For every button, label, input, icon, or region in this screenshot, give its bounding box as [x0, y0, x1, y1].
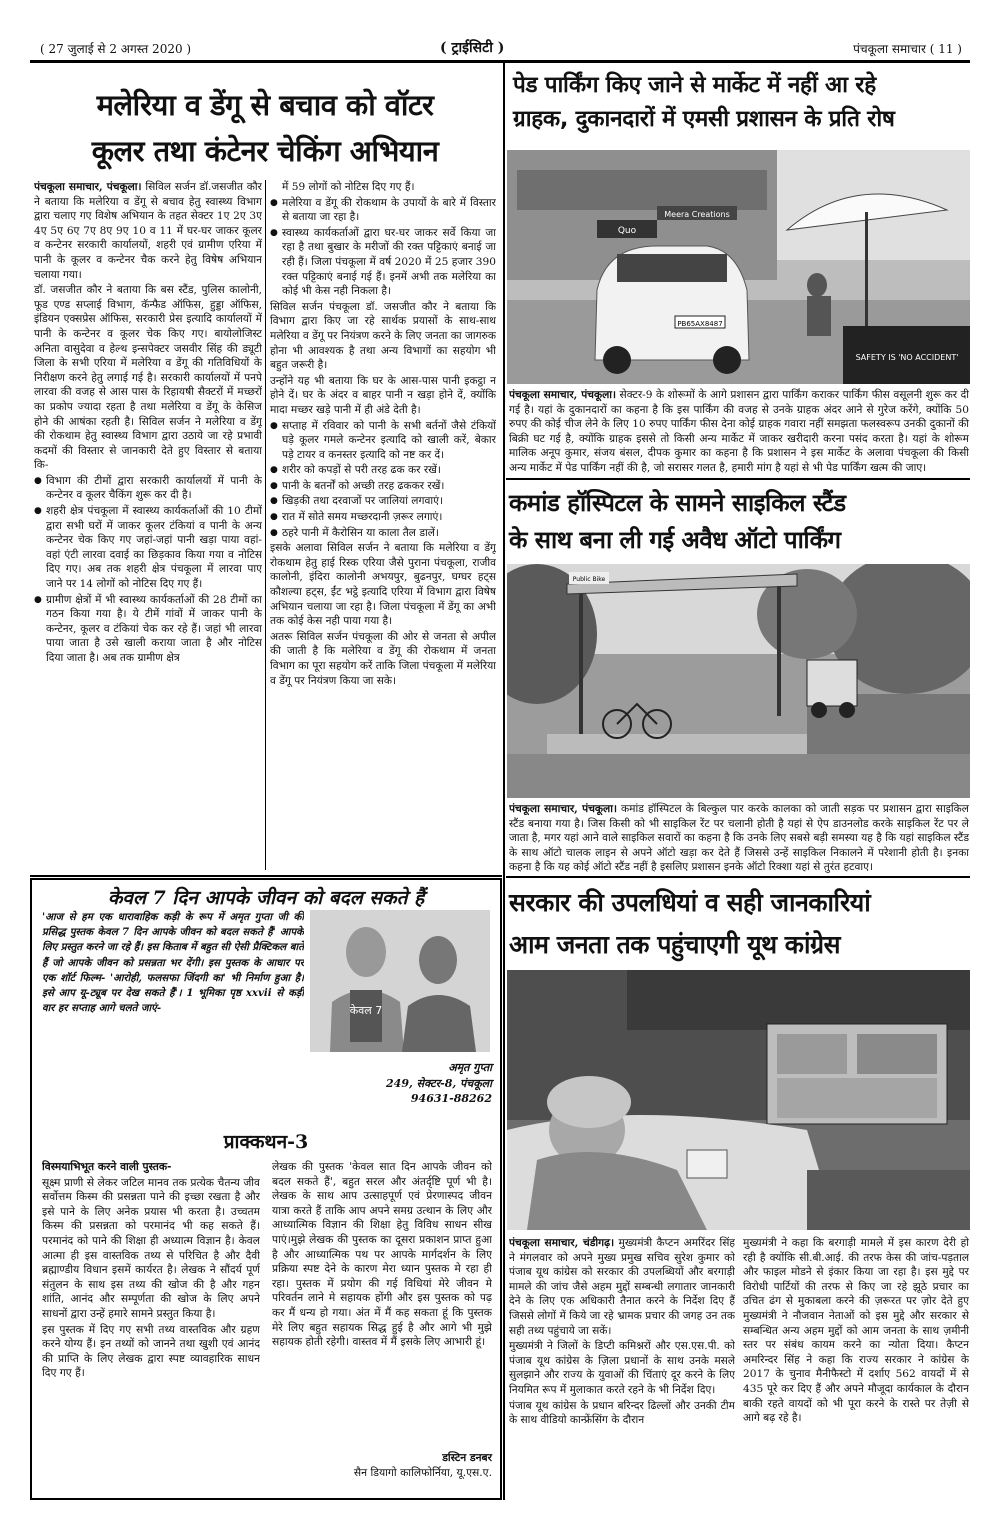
congress-col-1	[509, 1236, 735, 1498]
parking-photo	[507, 150, 970, 384]
congress-para-3: पंजाब यूथ कांग्रेस के प्रधान बरिन्दर ढिल्लों और उनकी टीम के साथ वीडियो कान्फ्रेंसिंग के दौरान	[509, 1399, 735, 1427]
cycle-caption-text: कमांड हॉस्पिटल के बिल्कुल पार करके कालका को जाती सड़क पर प्रशासन द्वारा साइकिल स्टैंड बनाया गया है। जिस किसी को भी साइकिल रेंट पर चलानी होती है यहां से ऐप डाउनलोड करके साइकिल रेंट पर ले जाता है, मगर यहां आने वाले साइकिल सवारों का कहना है कि उनके लिए सबसे बड़ी समस्या यह है कि यहां साइकिल स्टैंड के साथ ऑटो चालक लाइन से अपने ऑटो खड़ा कर देते हैं जिससे उन्हें साइकिल निकालने में परेशानी होती है। इनका कहना है कि यह कोई ऑटो स्टैंड नहीं है इसलिए प्रशासन इनके ऑटो रिक्शा यहां से तुरंत हटवाए।	[509, 803, 969, 874]
book-cover-text: केवल 7	[349, 1004, 383, 1017]
book-intro: 'आज से हम एक धारावाहिक कड़ी के रूप में अमृत गुप्ता जी की प्रसिद्ध पुस्तक केवल 7 दिन आपके जीवन को बदल सकते हैं' आपके लिए प्रस्तुत करने जा रहे हैं। इस किताब में बहुत सी ऐसी प्रैक्टिकल बातें हैं जो आपके जीवन को प्रसन्नता भर देंगी। इस पुस्तक के आधार पर एक शॉर्ट फिल्म- 'आरोही, फलसफा जिंदगी का' भी निर्माण हुआ है। इसे आप यू-ट्यूब पर देख सकते हैं'। 1 भूमिका पृष्ठ xxvii से कड़ी वार हर सप्ताह आगे चलते जाएं-	[42, 911, 304, 1015]
list-item: ● खिड़की तथा दरवाजों पर जालियां लगवाएं।	[270, 494, 496, 509]
paper-name: ( ट्राईसिटी )	[440, 40, 505, 56]
malaria-col2-para-3: उन्होंने यह भी बताया कि घर के आस-पास पानी इकट्ठा न होने दें। घर के अंदर व बाहर पानी न खड़ा होने दें, क्योंकि मादा मच्छर खड़े पानी में ही अंडे देती है।	[270, 374, 496, 416]
signature-name: डस्टिन डनबर	[442, 1451, 492, 1464]
list-item: ● पानी के बतर्नों को अच्छी तरह ढककर रखें।	[270, 479, 496, 494]
issue-date: ( 27 जुलाई से 2 अगस्त 2020 )	[40, 42, 192, 56]
malaria-col2-para-4: इसके अलावा सिविल सर्जन ने बताया कि मलेरिया व डेंगू रोकथाम हेतु हाई रिस्क एरिया जैसे पुराना पंचकूला, राजीव कालोनी, इंदिरा कालोनी अभयपुर, बुढनपुर, घग्घर हट्स कौशल्या हट्स, ईंट भट्ठे इत्यादि एरिया में विभाग द्वारा विषेष अभियान चलाया जा रहा है। जिला पंचकूला में डेंगू का अभी तक कोई केस नही पाया गया है।	[270, 542, 496, 628]
parking-caption-text: सेक्टर-9 के शोरूमों के आगे प्रशासन द्वारा पार्किंग कराकर पार्किंग फीस वसूलनी शुरू कर दी गई है। यहां के दुकानदारों का कहना है कि इस पार्किंग की वजह से उनके ग्राहक अंदर आने से गुरेज करेंगे, क्योंकि 50 रुपए की कोई चीज लेने के लिए 10 रुपए पार्किंग फीस देना कोई ग्राहक गवारा नहीं समझता फलस्वरूप उनकी दुकानों की बिक्री घट गई है, क्योंकि ग्राहक इससे तो किसी अन्य मार्केट में जाकर खरीदारी करना पसंद करता है। यहां के शोरूम मालिक अनूप कुमार, संजय बंसल, दीपक कुमार का कहना है कि प्रशासन ने इस मार्केट के अलावा पंचकूला की किसी अन्य मार्केट में पेड पार्किंग नहीं की है, जो सरासर गलत है, हमारी मांग है यहां से भी पेड पार्किंग खत्म की जाए।	[509, 389, 969, 474]
signature-block	[272, 1450, 492, 1480]
congress-photo	[507, 970, 970, 1230]
cycle-dateline: पंचकूला समाचार, पंचकूला।	[509, 803, 617, 815]
photo-sign-public-bike: Public Bike	[572, 576, 606, 583]
congress-para-1	[509, 1236, 735, 1338]
parking-headline-line-2: ग्राहक, दुकानदारों में एमसी प्रशासन के प्रति रोष	[513, 106, 895, 132]
page-number: पंचकूला समाचार ( 11 )	[853, 42, 962, 56]
list-item: ● मलेरिया व डेंगू की रोकथाम के उपायों के बारे में विस्तार से बताया जा रहा है।	[270, 196, 496, 225]
congress-dateline: पंचकूला समाचार, चंडीगढ़।	[509, 1237, 615, 1249]
malaria-headline-line-1: मलेरिया व डेंगू से बचाव को वॉटर	[96, 88, 434, 122]
photo-sign-quo: Quo	[617, 226, 637, 236]
malaria-bullets-3	[270, 419, 496, 541]
malaria-intro: सिविल सर्जन डॉ.जसजीत कौर ने बताया कि मलेरिया व डेंगू से बचाव हेतु स्वास्थ्य विभाग द्वारा चलाए गए विशेष अभियान के तहत सेक्टर 1ए 2ए 3ए 4ए 5ए 6ए 7ए 8ए 9ए 10 व 11 में घर-घर जाकर कूलर व कन्टेनर सरकारी कार्यालयों, शहरी एवं ग्रामीण एरिया में पानी के कूलर व कन्टेनर चैक करने हेतु विषेष अभियान चलाया गया।	[34, 181, 262, 281]
parking-headline	[507, 68, 970, 136]
malaria-bullets-1	[34, 474, 262, 666]
list-item: ● ठहरे पानी में कैरोसिन या काला तैल डालें।	[270, 526, 496, 541]
list-item: ● शरीर को कपड़ों से परी तरह ढक कर रखें।	[270, 463, 496, 478]
list-item: ● रात में सोते समय मच्छरदानी ज़रूर लगाएं।	[270, 510, 496, 525]
cycle-photo	[507, 564, 970, 798]
book-serial	[32, 880, 500, 1498]
author-name: अमृत गुप्ता	[448, 1061, 492, 1074]
parking-bottom-rule	[506, 478, 970, 480]
cycle-headline-line-2: के साथ बना ली गई अवैध ऑटो पार्किंग	[509, 525, 841, 554]
malaria-col-divider	[265, 180, 266, 870]
malaria-col2-para-5: अतरू सिविल सर्जन पंचकूला की ओर से जनता से अपील की जाती है कि मलेरिया व डेंगू की रोकथाम में जनता विभाग का पूरा सहयोग करें ताकि जिला पंचकूला में मलेरिया व डेंगू पर नियंत्रण किया जा सके।	[270, 630, 496, 687]
photo-sign-meera: Meera Creations	[664, 210, 730, 219]
malaria-para-1	[34, 180, 262, 282]
malaria-headline	[30, 68, 500, 174]
book-section-title: प्राक्कथन-3	[223, 1131, 309, 1153]
malaria-article	[30, 68, 500, 878]
cycle-headline	[507, 482, 970, 558]
author-block	[282, 1060, 492, 1107]
parking-caption	[509, 388, 969, 476]
photo-plate: PB65AX8487	[677, 320, 723, 328]
parking-article	[507, 68, 970, 476]
malaria-col2-para-2: सिविल सर्जन पंचकूला डॉ. जसजीत कौर ने बताया कि विभाग द्वारा किए जा रहे सार्थक प्रयासों के साथ-साथ मलेरिया व डेंगू पर नियंत्रण करने के लिए जनता का जागरुक होना भी आवश्यक है तथा अन्य विभागों का सहयोग भी बहुत जरूरी है।	[270, 300, 496, 372]
book-col-2	[272, 1160, 492, 1460]
congress-headline-line-1: सरकार की उपलधियां व सही जानकारियां	[509, 888, 871, 917]
congress-headline-line-2: आम जनता तक पहुंचाएगी यूथ कांग्रेस	[509, 930, 840, 959]
newspaper-page	[30, 30, 970, 1500]
author-phone: 94631-88262	[410, 1092, 492, 1105]
list-item: ● स्वास्थ्य कार्यकर्ताओं द्वारा घर-घर जाकर सर्वे किया जा रहा है तथा बुखार के मरीजों की रक्त पट्टिकाएं बनाई जा रही हैं। जिला पंचकूला में वर्ष 2020 में 25 हजार 390 रक्त पट्टिकाएं बनाई गई हैं। इनमें अभी तक मलेरिया का कोई भी केस नही निकला है।	[270, 226, 496, 299]
malaria-headline-line-2: कूलर तथा कंटेनर चेकिंग अभियान	[91, 134, 439, 168]
book-col2-para: लेखक की पुस्तक 'केवल सात दिन आपके जीवन को बदल सकते हैं', बहुत सरल और अंतर्दृष्टि पूर्ण भी है। लेखक के साथ आप उत्साहपूर्ण एवं प्रेरणास्पद जीवन यात्रा करते हैं ताकि आप अपने समग्र उत्थान के लिए और आध्यात्मिक विज्ञान की शिक्षा हेतु विविध साधन सीख पाएं।मुझे लेखक की पुस्तक का दूसरा प्रकाशन प्राप्त हुआ है और आध्यात्मिक पथ पर आपके मार्गदर्शन के लिए प्रक्रिया स्पष्ट देने के कारण मेरा ध्यान पुस्तक मे रहा ही रहा। पुस्तक में प्रयोग की गई विधियां मेरे जीवन मे परिवर्तन लाने मे सहायक होंगी और इस पुस्तक को पढ़ कर मैं धन्य हो गया। अंत में मैं कह सकता हूं कि पुस्तक मेरे लिए बहुत सहायक सिद्ध हुई है और आगे भी मुझे सहायक होती रहेगी। वास्तव में मैं इसके लिए आभारी हूं।	[272, 1160, 492, 1349]
cycle-article	[507, 482, 970, 878]
page-header	[30, 38, 970, 60]
photo-safety-sign: SAFETY IS 'NO ACCIDENT'	[855, 353, 959, 362]
congress-col2-para: मुख्यमंत्री ने कहा कि बरगाड़ी मामले में इस कारण देरी हो रही है क्योंकि सी.बी.आई. की तरफ केस की जांच-पड़ताल और फाइल मोडने से इंकार किया जा रहा है। इस मुद्दे पर विरोधी पार्टियों की तरफ से किए जा रहे झूठे प्रचार का उचित ढंग से मुकाबला करने की ज़रूरत पर ज़ोर देते हुए मुख्यमंत्री ने नौजवान नेताओं को इस मुद्दे और सरकार से सम्बन्धित अन्य अहम मुद्दों को आम जनता के साथ ज़मीनी स्तर पर संबंध कायम करने का न्योता दिया। कैप्टन अमरिन्दर सिंह ने कहा कि राज्य सरकार ने कांग्रेस के 2017 के चुनाव मैनीफैस्टो में दर्शाए 562 वायदों में से 435 पूरे कर दिए हैं और अपने मौजूदा कार्यकाल के दौरान बाकी रहते वायदों को भी पूरा करने के रास्ते पर तेज़ी से आगे बढ़ रहे है।	[743, 1237, 969, 1425]
malaria-dateline: पंचकूला समाचार, पंचकूला।	[34, 181, 142, 193]
malaria-para-2: डॉ. जसजीत कौर ने बताया कि बस स्टैंड, पुलिस कालोनी, फूड एण्ड सप्लाई विभाग, कॅन्फैड ऑफिस, हुड्डा ऑफिस, इंडियन एक्सप्रेस ऑफिस, सरकारी प्रेस इत्यादि कार्यालयों में पानी के कन्टेनर व कूलर चेक किए गए। बायोलोजिस्ट अनिता वासुदेवा व हेल्थ इन्सपेक्टर जसवीर सिंह की ड्यूटी जिला के सभी एरिया में मलेरिया व डेंगू की गतिविधियों के निरीक्षण करने हेतु लगाई गई है। सरकारी कार्यालयों में पनपे लारवा की वजह से आस पास के रिहायषी सैक्टरों में मच्छरों का प्रकोप ज्यादा रहता है तथा मलेरिया व डेंगू के केसिज होने की आषंका रहती है। सिविल सर्जन ने मलेरिया व डेंगू की रोकथाम हेतु स्वास्थ्य विभाग द्वारा उठाये जा रहे प्रभावी कदमों की विस्तार से जानकारी देते हुए विस्तार से बताया कि-	[34, 284, 262, 472]
signature-place: सैन डियागो कालिफोर्निया, यू.एस.ए.	[353, 1466, 492, 1479]
column-divider	[503, 63, 505, 1500]
book-col-1	[42, 1160, 260, 1496]
author-photo	[310, 910, 490, 1052]
list-item: ● विभाग की टीमों द्वारा सरकारी कार्यालयों में पानी के कन्टेनर व कूलर चैकिंग शुरू कर दी है।	[34, 474, 262, 503]
malaria-bottom-rule	[30, 875, 502, 877]
malaria-col-2	[270, 180, 496, 878]
parking-dateline: पंचकूला समाचार, पंचकूला।	[509, 389, 617, 401]
list-item: ● सप्ताह में रविवार को पानी के सभी बर्तनों जैसे टंकियों घड़े कूलर गमले कन्टेनर इत्यादि को खाली करें, बेकार पड़े टायर व कनस्तर इत्यादि को नष्ट कर दें।	[270, 419, 496, 463]
book-lead: विस्मयाभिभूत करने वाली पुस्तक-	[42, 1160, 172, 1173]
congress-headline	[507, 880, 970, 966]
congress-article	[507, 880, 970, 1500]
list-item: ● ग्रामीण क्षेत्रों में भी स्वास्थ्य कार्यकर्ताओं की 28 टीमों का गठन किया गया है। ये टीमें गांवों में जाकर पानी के कन्टेनर, कूलर व टंकियां चेक कर रहे हैं। जहां भी लारवा पाया जाता है उसे खाली कराया जाता है और नोटिस दिया जाता है। अब तक ग्रामीण क्षेत्र	[34, 593, 262, 666]
book-para-2: इस पुस्तक में दिए गए सभी तथ्य वास्तविक और ग्रहण करने योग्य हैं। इन तथ्यों को जानने तथा खुशी एवं आनंद की प्राप्ति के लिए लेखक द्वारा स्पष्ट व्यावहारिक साधन दिए गए हैं।	[42, 1322, 260, 1380]
book-title: केवल 7 दिन आपके जीवन को बदल सकते हैं	[107, 887, 425, 909]
congress-para-2: मुख्यमंत्री ने जिलों के डिप्टी कमिश्नरों और एस.एस.पी. को पंजाब यूथ कांग्रेस के ज़िला प्रधानों के साथ उनके मसले सुलझाने और राज्य के युवाओं की चिंताएं दूर करने के लिए नियमित रूप में मुलाकात करते रहने के भी निर्देश दिए।	[509, 1340, 735, 1396]
author-address: 249, सेक्टर-8, पंचकूला	[386, 1076, 492, 1090]
cycle-headline-line-1: कमांड हॉस्पिटल के सामने साइकिल स्टैंड	[509, 488, 846, 517]
header-rule	[30, 60, 970, 63]
parking-headline-line-1: पेड पार्किंग किए जाने से मार्केट में नहीं आ रहे	[513, 72, 876, 98]
cycle-bottom-rule	[506, 876, 970, 878]
malaria-col-1	[34, 180, 262, 878]
malaria-bullets-2	[270, 196, 496, 299]
congress-para-1-text: मुख्यमंत्री कैप्टन अमरिंदर सिंह ने मंगलवार को अपने मुख्य प्रमुख सचिव सुरेश कुमार को पंजाब यूथ कांग्रेस को सरकार की उपलब्धियों और बरगाड़ी मामले की जांच जैसे अहम मुद्दों सम्बन्धी लगातार जानकारी देने के लिए एक अधिकारी तैनात करने के निर्देश दिए हैं जिससे लोगों में किये जा रहे भ्रामक प्रचार की जगह उन तक सही तथ्य पहुंचाये जा सकें।	[509, 1237, 735, 1337]
cycle-caption	[509, 802, 969, 878]
list-item: ● शहरी क्षेत्र पंचकूला में स्वास्थ्य कार्यकर्ताओं की 10 टीमों द्वारा सभी घरों में जाकर कूलर टंकियां व पानी के अन्य कन्टेनर चेक किए गए जहां-जहां पानी खड़ा पाया वहां-वहां एंटी लारवा दवाई का छिड़काव किया गया व नोटिस दिए गए। अब तक शहरी क्षेत्र पंचकूला में लारवा पाए जाने पर 14 लोगों को नोटिस दिए गए हैं।	[34, 504, 262, 592]
book-para-1: सूक्ष्म प्राणी से लेकर जटिल मानव तक प्रत्येक चैतन्य जीव सर्वोत्तम किस्म की प्रसन्नता पाने की इच्छा रखता है और इसे पाने के लिए अनेक प्रयास भी करता है। उच्चतम किस्म की प्रसन्नता को परमानंद भी कह सकते हैं। परमानंद को पाने की शिक्षा ही अध्यात्म विज्ञान है। केवल आत्मा ही इस वास्तविक तथ्य से परिचित है और दैवी ब्रह्माण्डीय विधान इसमें कार्यरत है। लेखक ने सौंदर्य पूर्ण संतुलन के साथ इस तथ्य की खोज की है और गहन शांति, आनंद और सम्पूर्णता की खोज के लिए अपने साधनों द्वारा उन्हें हमारे सामने प्रस्तुत किया है।	[42, 1175, 260, 1320]
congress-col-2	[743, 1236, 969, 1498]
malaria-col2-para-1: में 59 लोगों को नोटिस दिए गए हैं।	[282, 181, 415, 193]
